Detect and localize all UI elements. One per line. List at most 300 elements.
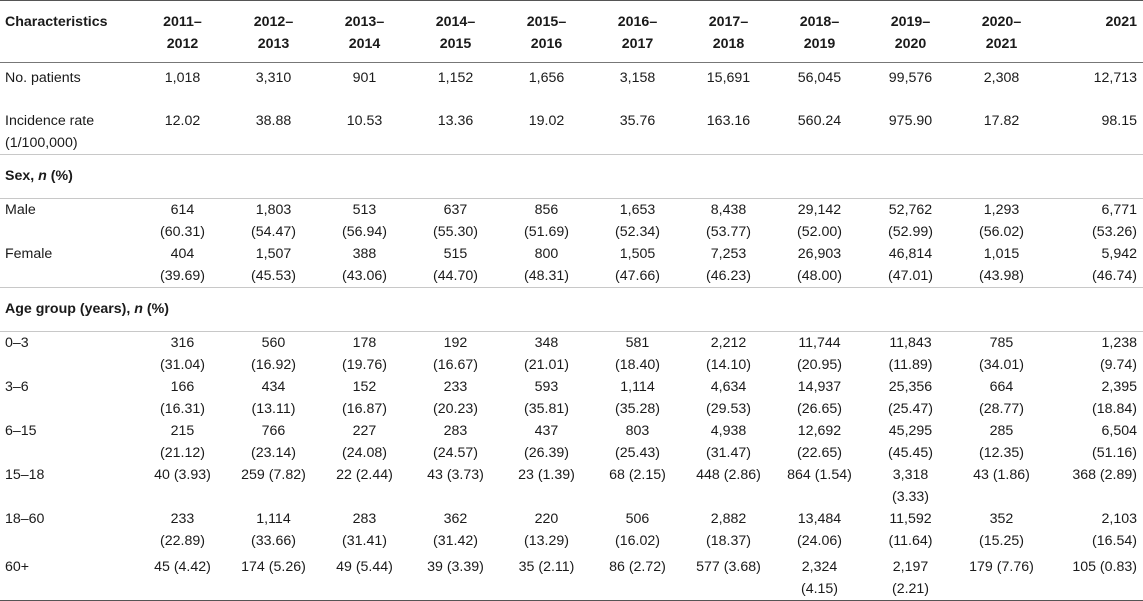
cell-value: 233 xyxy=(170,510,195,527)
cell-value: (56.94) xyxy=(342,223,387,240)
cell-value: (45.45) xyxy=(888,444,933,461)
cell-value: 975.90 xyxy=(888,112,933,129)
cell-value: (33.66) xyxy=(251,532,296,549)
cell-value: (46.74) xyxy=(1092,267,1137,284)
cell-value: (11.89) xyxy=(888,356,933,373)
cell-value: 43 (1.86) xyxy=(973,466,1030,483)
cell-value: 17.82 xyxy=(983,112,1020,129)
table-cell xyxy=(592,110,683,155)
table-cell xyxy=(683,243,774,288)
table-row xyxy=(0,198,1143,243)
cell-value: (48.00) xyxy=(797,267,842,284)
header-year-line: 2017 xyxy=(621,36,654,52)
cell-value: 2,212 xyxy=(710,334,747,351)
table-cell xyxy=(137,110,228,155)
cell-value: 15,691 xyxy=(706,70,751,86)
header-year-line: 2019 xyxy=(803,36,836,52)
table-cell xyxy=(592,420,683,464)
table-cell xyxy=(774,464,865,508)
cell-value: (26.39) xyxy=(524,444,569,461)
cell-value: (39.69) xyxy=(160,267,205,284)
cell-value: 637 xyxy=(443,201,468,218)
header-row xyxy=(0,1,1143,63)
table-cell xyxy=(956,110,1047,155)
row-label xyxy=(0,63,137,110)
cell-value: 506 xyxy=(625,510,650,527)
cell-value: (9.74) xyxy=(1099,356,1137,373)
row-label-line: Male xyxy=(5,201,36,218)
table-cell xyxy=(319,63,410,110)
table-cell xyxy=(683,198,774,243)
cell-value: (35.81) xyxy=(524,400,569,417)
cell-value: (28.77) xyxy=(979,400,1024,417)
table-cell xyxy=(410,420,501,464)
cell-value: (11.64) xyxy=(888,532,933,549)
cell-value: (51.16) xyxy=(1092,444,1137,461)
table-cell xyxy=(774,420,865,464)
cell-value: (60.31) xyxy=(160,223,205,240)
table-cell xyxy=(865,508,956,556)
cell-value: (16.54) xyxy=(1092,532,1137,549)
cell-value: (55.30) xyxy=(433,223,478,240)
table-cell xyxy=(319,331,410,376)
cell-value: 2,103 xyxy=(1101,510,1137,527)
header-year-line: 2013 xyxy=(257,36,290,52)
table-cell xyxy=(1047,63,1143,110)
table-cell xyxy=(228,464,319,508)
cell-value: (47.01) xyxy=(888,267,933,284)
cell-value: 40 (3.93) xyxy=(154,466,211,483)
table-cell xyxy=(683,464,774,508)
table-row xyxy=(0,464,1143,508)
table-cell xyxy=(865,198,956,243)
table-cell xyxy=(592,331,683,376)
row-label-line: No. patients xyxy=(5,70,81,86)
table-cell xyxy=(228,331,319,376)
cell-value: 227 xyxy=(352,422,377,439)
cell-value: (16.02) xyxy=(615,532,660,549)
table-cell xyxy=(501,556,592,601)
table-cell xyxy=(410,331,501,376)
cell-value: (53.26) xyxy=(1092,223,1137,240)
cell-value: (25.47) xyxy=(888,400,933,417)
header-year-line: 2018 xyxy=(712,36,745,52)
cell-value: 259 (7.82) xyxy=(241,466,306,483)
header-year-line: 2018– xyxy=(799,14,840,30)
cell-value: 215 xyxy=(170,422,195,439)
table-cell xyxy=(1047,376,1143,420)
cell-value: 233 xyxy=(443,378,468,395)
cell-value: 45 (4.42) xyxy=(154,558,211,575)
table-row xyxy=(0,110,1143,155)
cell-value: (48.31) xyxy=(524,267,569,284)
cell-value: 316 xyxy=(170,334,195,351)
table-cell xyxy=(956,63,1047,110)
cell-value: 1,803 xyxy=(255,201,292,218)
cell-value: (3.33) xyxy=(891,488,930,505)
cell-value: 11,744 xyxy=(798,334,841,351)
cell-value: (16.31) xyxy=(160,400,205,417)
cell-value: (16.67) xyxy=(433,356,478,373)
cell-value: 1,507 xyxy=(255,245,292,262)
cell-value: 166 xyxy=(170,378,195,395)
table-cell xyxy=(774,63,865,110)
cell-value: 4,634 xyxy=(710,378,747,395)
cell-value: (18.37) xyxy=(706,532,751,549)
header-year xyxy=(683,1,774,63)
table-cell xyxy=(592,556,683,601)
header-year-line: 2015– xyxy=(526,14,567,30)
table-cell xyxy=(1047,556,1143,601)
cell-value: 12.02 xyxy=(164,112,201,129)
table-cell xyxy=(137,556,228,601)
cell-value: 766 xyxy=(261,422,286,439)
cell-value: 13,484 xyxy=(797,510,842,527)
cell-value: 11,592 xyxy=(889,510,932,527)
cell-value: 22 (2.44) xyxy=(336,466,393,483)
cell-value: 285 xyxy=(989,422,1014,439)
cell-value: (52.34) xyxy=(615,223,660,240)
table-cell xyxy=(319,376,410,420)
table-cell xyxy=(592,508,683,556)
row-label-line: 15–18 xyxy=(5,466,45,483)
cell-value: 19.02 xyxy=(528,112,565,129)
cell-value: (43.98) xyxy=(979,267,1024,284)
table-cell xyxy=(501,63,592,110)
cell-value: (21.01) xyxy=(524,356,569,373)
cell-value: (16.92) xyxy=(251,356,296,373)
cell-value: 3,318 xyxy=(892,466,929,483)
cell-value: 8,438 xyxy=(710,201,747,218)
table-cell xyxy=(228,63,319,110)
cell-value: 49 (5.44) xyxy=(336,558,393,575)
cell-value: (31.41) xyxy=(342,532,387,549)
cell-value: 46,814 xyxy=(888,245,933,262)
table-cell xyxy=(683,63,774,110)
row-label-line: 0–3 xyxy=(5,334,29,351)
cell-value: 4,938 xyxy=(710,422,747,439)
table-cell xyxy=(319,420,410,464)
table-cell xyxy=(137,243,228,288)
row-label xyxy=(0,243,137,288)
header-year-line: 2012– xyxy=(253,14,294,30)
section-title-part: Age group (years), xyxy=(5,301,135,317)
cell-value: (13.11) xyxy=(251,400,296,417)
table-cell xyxy=(410,110,501,155)
cell-value: (52.99) xyxy=(888,223,933,240)
cell-value: 12,692 xyxy=(797,422,842,439)
cell-value: 10.53 xyxy=(346,112,383,129)
cell-value: (18.84) xyxy=(1092,400,1137,417)
cell-value: 614 xyxy=(170,201,195,218)
table-cell xyxy=(319,556,410,601)
table-cell xyxy=(410,198,501,243)
table-cell xyxy=(137,331,228,376)
table-cell xyxy=(865,110,956,155)
cell-value: 86 (2.72) xyxy=(609,558,666,575)
table-cell xyxy=(865,376,956,420)
cell-value: (43.06) xyxy=(342,267,387,284)
table-row xyxy=(0,556,1143,601)
row-label xyxy=(0,198,137,243)
cell-value: 7,253 xyxy=(710,245,747,262)
cell-value: (12.35) xyxy=(979,444,1024,461)
table-cell xyxy=(319,198,410,243)
cell-value: 174 (5.26) xyxy=(241,558,306,575)
table-cell xyxy=(501,420,592,464)
cell-value: 14,937 xyxy=(797,378,842,395)
cell-value: 26,903 xyxy=(797,245,842,262)
table-cell xyxy=(956,556,1047,601)
table-cell xyxy=(774,331,865,376)
table-cell xyxy=(228,243,319,288)
cell-value: 1,114 xyxy=(620,378,655,395)
table-cell xyxy=(774,376,865,420)
cell-value: 864 (1.54) xyxy=(787,466,852,483)
cell-value: (14.10) xyxy=(706,356,751,373)
cell-value: 2,308 xyxy=(983,70,1020,86)
cell-value: 178 xyxy=(352,334,377,351)
table-cell xyxy=(956,508,1047,556)
table-cell xyxy=(319,508,410,556)
cell-value: 434 xyxy=(261,378,286,395)
header-year xyxy=(592,1,683,63)
table-cell xyxy=(683,110,774,155)
table-cell xyxy=(137,420,228,464)
cell-value: 2,197 xyxy=(892,558,929,575)
cell-value: 179 (7.76) xyxy=(969,558,1034,575)
cell-value: (20.95) xyxy=(797,356,842,373)
cell-value: (21.12) xyxy=(160,444,205,461)
cell-value: 68 (2.15) xyxy=(609,466,666,483)
cell-value: (24.57) xyxy=(433,444,478,461)
cell-value: 192 xyxy=(443,334,468,351)
table-cell xyxy=(592,243,683,288)
table-cell xyxy=(956,376,1047,420)
table-cell xyxy=(501,331,592,376)
header-year-line: 2020 xyxy=(894,36,927,52)
row-label-line: 6–15 xyxy=(5,422,37,439)
table-cell xyxy=(319,464,410,508)
cell-value: 803 xyxy=(625,422,650,439)
cell-value: (15.25) xyxy=(979,532,1024,549)
cell-value: (56.02) xyxy=(979,223,1024,240)
cell-value: 1,656 xyxy=(528,70,565,86)
cell-value: 2,882 xyxy=(710,510,747,527)
table-cell xyxy=(410,556,501,601)
table-row xyxy=(0,508,1143,556)
cell-value: 98.15 xyxy=(1101,112,1137,129)
section-header-row xyxy=(0,154,1143,198)
table-cell xyxy=(137,198,228,243)
header-year xyxy=(865,1,956,63)
cell-value: 577 (3.68) xyxy=(696,558,761,575)
section-title-part: n xyxy=(38,168,47,184)
cell-value: 2,324 xyxy=(801,558,838,575)
table-cell xyxy=(410,376,501,420)
section-title-part: n xyxy=(134,301,143,317)
cell-value: (16.87) xyxy=(342,400,387,417)
cell-value: 99,576 xyxy=(888,70,933,86)
table-cell xyxy=(865,420,956,464)
cell-value: 43 (3.73) xyxy=(427,466,484,483)
cell-value: (2.21) xyxy=(891,580,930,597)
cell-value: 220 xyxy=(534,510,559,527)
cell-value: 6,504 xyxy=(1101,422,1137,439)
table-cell xyxy=(228,556,319,601)
cell-value: 560 xyxy=(261,334,286,351)
cell-value: (31.42) xyxy=(433,532,478,549)
table-cell xyxy=(956,243,1047,288)
cell-value: 283 xyxy=(443,422,468,439)
header-year-line: 2017– xyxy=(708,14,749,30)
cell-value: 13.36 xyxy=(437,112,474,129)
table-cell xyxy=(1047,464,1143,508)
cell-value: 3,310 xyxy=(255,70,292,86)
cell-value: 901 xyxy=(352,70,377,86)
cell-value: 368 (2.89) xyxy=(1072,466,1137,483)
row-label-line: 60+ xyxy=(5,558,30,575)
cell-value: (22.65) xyxy=(797,444,842,461)
cell-value: (4.15) xyxy=(800,580,839,597)
table-cell xyxy=(683,331,774,376)
cell-value: 45,295 xyxy=(888,422,933,439)
cell-value: 1,505 xyxy=(619,245,656,262)
cell-value: (24.08) xyxy=(342,444,387,461)
cell-value: 785 xyxy=(989,334,1014,351)
cell-value: 163.16 xyxy=(706,112,751,129)
cell-value: (13.29) xyxy=(524,532,569,549)
cell-value: 581 xyxy=(625,334,650,351)
cell-value: (19.76) xyxy=(342,356,387,373)
cell-value: 2,395 xyxy=(1101,378,1137,395)
table-body xyxy=(0,63,1143,601)
table-cell xyxy=(501,110,592,155)
cell-value: 593 xyxy=(534,378,559,395)
table-cell xyxy=(1047,331,1143,376)
table-cell xyxy=(1047,508,1143,556)
cell-value: 448 (2.86) xyxy=(696,466,761,483)
cell-value: 283 xyxy=(352,510,377,527)
header-year xyxy=(956,1,1047,63)
table-cell xyxy=(228,376,319,420)
cell-value: 38.88 xyxy=(255,112,292,129)
table-cell xyxy=(956,464,1047,508)
cell-value: 560.24 xyxy=(797,112,842,129)
table-cell xyxy=(774,198,865,243)
cell-value: 664 xyxy=(989,378,1014,395)
cell-value: 12,713 xyxy=(1093,70,1137,86)
table-row xyxy=(0,243,1143,288)
section-title-part: (%) xyxy=(142,301,169,317)
cell-value: 388 xyxy=(352,245,377,262)
cell-value: 1,238 xyxy=(1101,334,1137,351)
cell-value: 1,152 xyxy=(437,70,474,86)
table-cell xyxy=(774,556,865,601)
cell-value: (24.06) xyxy=(797,532,842,549)
table-cell xyxy=(228,110,319,155)
cell-value: 11,843 xyxy=(889,334,932,351)
table-cell xyxy=(592,198,683,243)
cell-value: (31.04) xyxy=(160,356,205,373)
cell-value: 513 xyxy=(352,201,377,218)
table-cell xyxy=(501,376,592,420)
header-characteristics: Characteristics xyxy=(0,1,137,63)
header-year xyxy=(501,1,592,63)
cell-value: 1,114 xyxy=(256,510,291,527)
cell-value: (25.43) xyxy=(615,444,660,461)
cell-value: 362 xyxy=(443,510,468,527)
cell-value: 23 (1.39) xyxy=(518,466,575,483)
cell-value: 1,015 xyxy=(983,245,1020,262)
header-year-line: 2021 xyxy=(1105,14,1137,30)
header-year-line: 2014 xyxy=(348,36,381,52)
table-cell xyxy=(228,198,319,243)
table-cell xyxy=(865,464,956,508)
section-title xyxy=(0,154,1143,198)
table-cell xyxy=(410,243,501,288)
cell-value: (23.14) xyxy=(251,444,296,461)
cell-value: 856 xyxy=(534,201,559,218)
header-year-line: 2015 xyxy=(439,36,472,52)
cell-value: 6,771 xyxy=(1101,201,1137,218)
cell-value: (20.23) xyxy=(433,400,478,417)
table-row xyxy=(0,376,1143,420)
cell-value: 35.76 xyxy=(619,112,656,129)
cell-value: 1,653 xyxy=(619,201,656,218)
header-year xyxy=(774,1,865,63)
header-year xyxy=(228,1,319,63)
cell-value: 352 xyxy=(989,510,1014,527)
table-cell xyxy=(501,464,592,508)
table-cell xyxy=(1047,420,1143,464)
header-year-line: 2016– xyxy=(617,14,658,30)
table-cell xyxy=(592,376,683,420)
cell-value: 515 xyxy=(443,245,468,262)
table-cell xyxy=(865,243,956,288)
row-label xyxy=(0,331,137,376)
table-cell xyxy=(683,420,774,464)
row-label xyxy=(0,556,137,601)
table-cell xyxy=(228,508,319,556)
cell-value: 29,142 xyxy=(797,201,842,218)
table-cell xyxy=(501,243,592,288)
table-cell xyxy=(865,331,956,376)
cell-value: (54.47) xyxy=(251,223,296,240)
cell-value: (45.53) xyxy=(251,267,296,284)
table-cell xyxy=(319,243,410,288)
cell-value: 3,158 xyxy=(619,70,656,86)
row-label-line: (1/100,000) xyxy=(5,134,78,151)
cell-value: 5,942 xyxy=(1101,245,1137,262)
table-row xyxy=(0,420,1143,464)
cell-value: (29.53) xyxy=(706,400,751,417)
header-year xyxy=(319,1,410,63)
row-label xyxy=(0,508,137,556)
header-year-line: 2014– xyxy=(435,14,476,30)
cell-value: (52.00) xyxy=(797,223,842,240)
cell-value: (26.65) xyxy=(797,400,842,417)
table-cell xyxy=(865,63,956,110)
row-label-line: 18–60 xyxy=(5,510,45,527)
cell-value: (18.40) xyxy=(615,356,660,373)
table-cell xyxy=(956,420,1047,464)
table-cell xyxy=(683,376,774,420)
table-cell xyxy=(592,464,683,508)
cell-value: 25,356 xyxy=(888,378,933,395)
table-cell xyxy=(410,63,501,110)
row-label-line: Incidence rate xyxy=(5,112,95,129)
